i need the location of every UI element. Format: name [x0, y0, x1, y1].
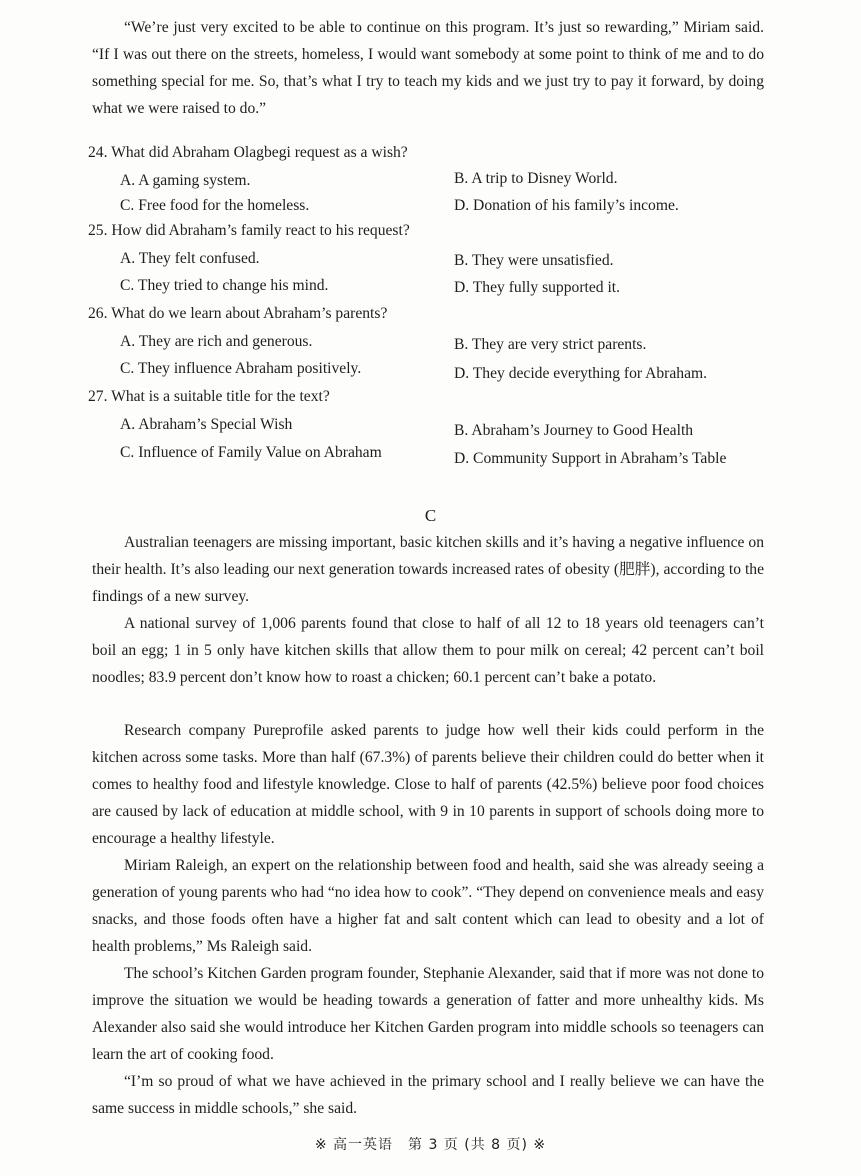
passage-paragraph-5-text: The school’s Kitchen Garden program founder, Stephanie Alexander, said that if more was not done to improve the situation we would be heading towards a generation of fatter and more unhealthy kids. Ms Alexander also said she would introduce her Kitchen Garden program into middle schools so teenagers can learn the art of cooking food. [92, 965, 764, 1063]
page-footer: ※ 高一英语 第 3 页 (共 8 页) ※ [314, 1137, 547, 1153]
question-26-option-c: C. They influence Abraham positively. [120, 360, 362, 377]
question-24-option-b: B. A trip to Disney World. [454, 170, 618, 187]
question-24-stem: 24. What did Abraham Olagbegi request as a wish? [88, 144, 408, 161]
question-24-option-d: D. Donation of his family’s income. [454, 197, 679, 214]
question-24-option-a: A. A gaming system. [120, 172, 251, 189]
intro-paragraph [92, 14, 764, 122]
passage-paragraph [92, 610, 764, 691]
passage-paragraph-4-text: Miriam Raleigh, an expert on the relationship between food and health, said she was already seeing a generation of young parents who had “no idea how to cook”. “They depend on convenience meals and easy snacks, and those foods often have a higher fat and salt content which can lead to obesity and a lot of health problems,” Ms Raleigh said. [92, 857, 764, 955]
passage-paragraph-2-text: A national survey of 1,006 parents found that close to half of all 12 to 18 years old teenagers can’t boil an egg; 1 in 5 only have kitchen skills that allow them to pour milk on cereal; 42 percent can’t boil noodles; 83.9 percent don’t know how to roast a chicken; 60.1 percent can’t bake a potato. [92, 615, 764, 686]
section-heading: C [424, 506, 437, 525]
question-26-option-a: A. They are rich and generous. [120, 333, 313, 350]
passage-paragraph [92, 717, 764, 852]
passage-paragraph [92, 852, 764, 960]
question-25-option-a: A. They felt confused. [120, 250, 260, 267]
question-25-option-c: C. They tried to change his mind. [120, 277, 329, 294]
question-25-option-b: B. They were unsatisfied. [454, 252, 614, 269]
passage-paragraph [92, 1068, 764, 1122]
question-26-option-d: D. They decide everything for Abraham. [454, 365, 708, 382]
question-25-option-d: D. They fully supported it. [454, 279, 621, 296]
passage-paragraph [92, 960, 764, 1068]
question-26-option-b: B. They are very strict parents. [454, 336, 647, 353]
passage-paragraph [92, 529, 764, 610]
passage-paragraph-1-text: Australian teenagers are missing important, basic kitchen skills and it’s having a negative influence on their health. It’s also leading our next generation towards increased rates of obesity (肥胖), according to the findings of a new survey. [92, 534, 764, 605]
question-25-stem: 25. How did Abraham’s family react to his request? [88, 222, 410, 239]
question-27-option-a: A. Abraham’s Special Wish [120, 416, 293, 433]
question-24-option-c: C. Free food for the homeless. [120, 197, 310, 214]
passage-paragraph-6-text: “I’m so proud of what we have achieved in the primary school and I really believe we can have the same success in middle schools,” she said. [92, 1073, 764, 1117]
question-26-stem: 26. What do we learn about Abraham’s parents? [88, 305, 388, 322]
intro-paragraph-text: “We’re just very excited to be able to continue on this program. It’s just so rewarding,” Miriam said. “If I was out there on the streets, homeless, I would want somebody at some point to think of me and to do something special for me. So, that’s what I try to teach my kids and we just try to pay it forward, by doing what we were raised to do.” [92, 19, 764, 117]
passage-paragraph-3-text: Research company Pureprofile asked parents to judge how well their kids could perform in the kitchen across some tasks. More than half (67.3%) of parents believe their children could do better when it comes to healthy food and lifestyle knowledge. Close to half of parents (42.5%) believe poor food choices are caused by lack of education at middle school, with 9 in 10 parents in support of schools doing more to encourage a healthy lifestyle. [92, 722, 764, 847]
question-27-option-c: C. Influence of Family Value on Abraham [120, 444, 382, 461]
question-27-option-b: B. Abraham’s Journey to Good Health [454, 422, 694, 439]
question-27-stem: 27. What is a suitable title for the text? [88, 388, 330, 405]
question-27-option-d: D. Community Support in Abraham’s Table [454, 450, 727, 467]
